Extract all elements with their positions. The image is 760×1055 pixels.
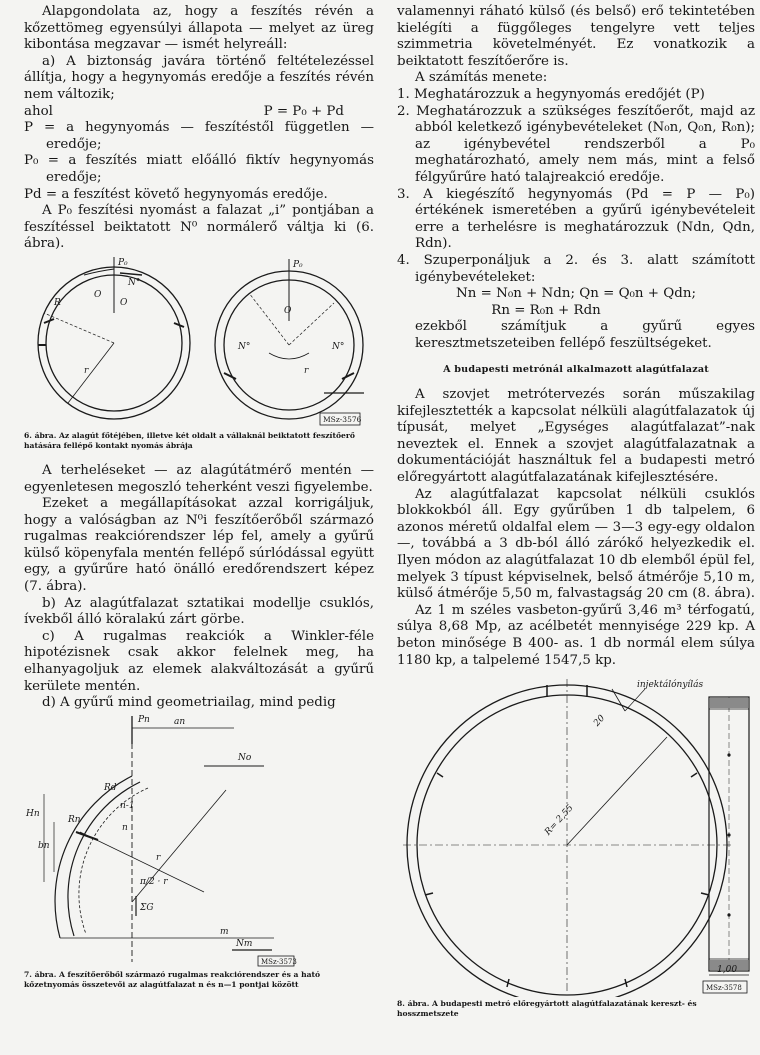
- step-1: 1. Meghatározzuk a hegynyomás eredőjét (P): [397, 86, 705, 102]
- figure-7-tag: MSz-3573: [261, 957, 297, 966]
- paragraph-ring: Az 1 m széles vasbeton-gyűrű 3,46 m³ térfogatú, súlya 8,68 Mp, az acélbetét mennyisége 229 kp. A beton minősége B 400- as. 1 db normál elem súlya 1180 kp, a talpelemé 1547,5 kp.: [397, 602, 755, 668]
- definition-p0: P₀ = a feszítés miatt előálló fiktív hegynyomás eredője;: [24, 153, 374, 185]
- ahol-label: ahol: [24, 103, 53, 119]
- svg-text:r: r: [304, 365, 309, 376]
- figure-7-diagram: [24, 712, 374, 970]
- label-an: an: [174, 716, 186, 727]
- label-n: n: [122, 822, 128, 833]
- label-width: 1,00: [717, 965, 738, 976]
- definition-p: P = a hegynyomás — feszítéstől független — eredője;: [24, 120, 374, 152]
- correction-paragraph: Ezeket a megállapításokat azzal korrigáljuk, hogy a valóságban az N⁰i feszítőerőből származó rugalmas reakciórendszer lép fel, amely a gyűrű külső köpenyfala mentén fellépő súrlódással együtt egy, a gyűrűre ható önálló eredőrendszert képez (7. ábra).: [24, 496, 374, 595]
- label-pn: Pn: [138, 714, 150, 725]
- label-bn: bn: [38, 840, 50, 851]
- svg-text:N°: N°: [332, 341, 345, 352]
- assumption-c: c) A rugalmas reakciók a Winkler-féle hipotézisnek csak akkor felelnek meg, ha elhanyagoljuk az elemek alakváltozását a gyűrű kerülete mentén.: [24, 628, 374, 694]
- label-hn: Hn: [26, 808, 40, 819]
- label-n1: n-1: [120, 800, 135, 811]
- paragraph-blocks: Az alagútfalazat kapcsolat nélküli csuklós blokkokból áll. Egy gyűrűben 1 db talpelem, 6 azonos méretű oldalfal elem — 3—3 egy-egy oldalon —, továbbá a 3 db-ból álló zárókő helyezkedik el. Ilyen módon az alagútfalazat 10 db elemből épül fel, melyek 3 típust képviselnek, belső átmérője 5,10 m, külső átmérője 5,50 m, falvastagság 20 cm (8. ábra).: [397, 486, 755, 602]
- equation-line: [24, 104, 374, 121]
- definition-pd: Pd = a feszítést követő hegynyomás eredője.: [24, 186, 328, 202]
- intro-paragraph: Alapgondolata az, hogy a feszítés révén a kőzettömeg egyensúlyi állapota — melyet az üreg kibontása megzavar — ismét helyreáll:: [24, 4, 374, 53]
- label-frac: π/2 · r: [140, 876, 168, 887]
- figure-6-diagram: [24, 253, 374, 431]
- figure-7-caption: 7. ábra. A feszítőerőből származó rugalmas reakciórendszer és a ható kőzetnyomás összetevői az alagútfalazat n és n—1 pontjai között: [24, 969, 321, 989]
- assumption-d: d) A gyűrű mind geometriailag, mind pedig: [42, 695, 336, 711]
- label-radius: R= 2,55: [543, 803, 576, 838]
- label-r: r: [156, 852, 161, 863]
- step-4: 4. Szuperponáljuk a 2. és 3. alatt számított igénybevételeket:: [397, 252, 755, 285]
- svg-text:O: O: [94, 289, 102, 300]
- step-3: 3. A kiegészítő hegynyomás (Pd = P — P₀) értékének ismeretében a gyűrű igénybevételeit erre a terhelésre is meghatározzuk (Ndn, Qdn, Rdn).: [397, 186, 755, 252]
- figure-8-tag: MSz-3578: [706, 984, 742, 993]
- svg-text:N°: N°: [128, 277, 141, 288]
- figure-6-caption: 6. ábra. Az alagút főtéjében, illetve két oldalt a vállaknál beiktatott feszítőerő hatására fellépő kontakt nyomás ábrája: [24, 430, 355, 450]
- svg-text:P₀: P₀: [118, 257, 128, 268]
- label-m: m: [220, 926, 229, 937]
- load-paragraph: A terheléseket — az alagútátmérő mentén — egyenletesen megoszló teherként veszi figyelembe.: [24, 462, 374, 495]
- label-nm: Nm: [236, 938, 253, 949]
- svg-text:P₀: P₀: [293, 259, 303, 270]
- label-injektalo: injektálónyílás: [637, 680, 704, 691]
- continuation-paragraph: valamennyi ráható külső (és belső) erő tekintetében kielégíti a függőleges tengelyre vett teljes szimmetria követelményét. Ez vonatkozik a beiktatott feszítőerőre is.: [397, 4, 755, 69]
- left-column: [24, 4, 374, 990]
- equation-2: Rn = R₀n + Rdn: [491, 302, 601, 318]
- assumption-a: a) A biztonság javára történő feltételezéssel állítja, hogy a hegynyomás eredője a feszítés révén nem változik;: [24, 53, 374, 102]
- p0-paragraph: A P₀ feszítési nyomást a falazat „i” pontjában a feszítéssel beiktatott N⁰ normálerő váltja ki (6. ábra).: [24, 203, 374, 252]
- equation-1: Nn = N₀n + Ndn; Qn = Q₀n + Qdn;: [456, 286, 696, 302]
- figure-8-diagram: [397, 675, 755, 997]
- assumption-b: b) Az alagútfalazat sztatikai modellje csuklós, ívekből álló köralakú zárt görbe.: [24, 595, 374, 628]
- svg-text:O: O: [284, 305, 292, 316]
- svg-text:N°: N°: [238, 341, 251, 352]
- figure-8-caption: 8. ábra. A budapesti metró előregyártott alagútfalazatának kereszt- és hosszmetszete: [397, 999, 697, 1019]
- label-rd: Rd: [104, 782, 117, 793]
- label-no: No: [238, 752, 252, 763]
- main-equation: P = P₀ + Pd: [263, 103, 344, 119]
- svg-text:O: O: [120, 297, 128, 308]
- label-thickness: 20: [592, 713, 608, 729]
- label-sg: ΣG: [140, 902, 154, 913]
- method-heading: A számítás menete:: [415, 70, 548, 86]
- step-4-conclusion: ezekből számítjuk a gyűrű egyes keresztmetszeteiben fellépő feszültségeket.: [415, 319, 755, 351]
- figure-6-tag: MSz-3576: [323, 414, 362, 424]
- paragraph-soviet: A szovjet metrótervezés során műszakilag kifejlesztették a kapcsolat nélküli alagútfalazatok új típusát, melyet „Egységes alagútfalazat”-nak neveztek el. Ennek a szovjet alagútfalazatnak a dokumentációját használtuk fel a budapesti metró előregyártott alagútfalazatának kifejlesztésére.: [397, 387, 755, 486]
- svg-text:R: R: [54, 297, 61, 308]
- section-title: A budapesti metrónál alkalmazott alagútfalazat: [443, 364, 709, 376]
- step-2: 2. Meghatározzuk a szükséges feszítőerőt, majd az abból keletkező igénybevételeket (N₀n, Q₀n, R₀n); az igénybevétel rendszerből a P₀ meghatározható, amely nem más, mint a felső félgyűrűre ható talajreakció eredője.: [397, 103, 755, 185]
- label-rn: Rn: [68, 814, 81, 825]
- right-column: [397, 4, 755, 1019]
- svg-text:r: r: [84, 365, 89, 376]
